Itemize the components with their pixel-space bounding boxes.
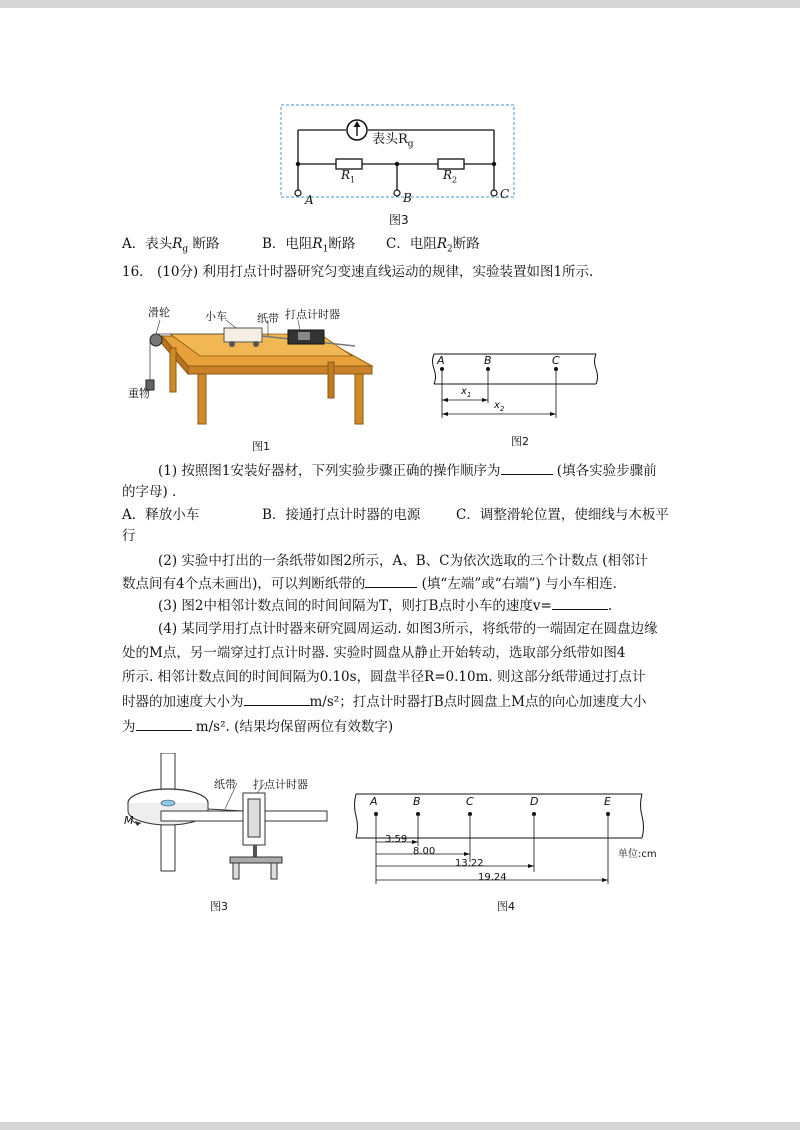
fig4-point-a: A (370, 795, 378, 808)
fig4-distance-ab: 3.59 (385, 834, 408, 845)
r2-label: $R_2$ (443, 168, 458, 185)
fig3-caption: 图3 (210, 900, 228, 913)
terminal-b-label: B (403, 191, 412, 205)
q16-option-c: C．调整滑轮位置，使细线与木板平 (456, 507, 669, 523)
q15-option-a: A．表头$R_g$ 断路 (122, 236, 220, 255)
fig4-distance-ac: 8.00 (413, 846, 436, 857)
fig2-point-a: A (437, 354, 445, 367)
fig4-point-c: C (466, 795, 474, 808)
fig2-x2: $x_2$ (494, 400, 505, 413)
q16-part1-line2: 的字母) . (122, 484, 177, 500)
fig4-distance-ae: 19.24 (478, 872, 507, 883)
fig3-tape-label: 纸带 (214, 778, 236, 791)
terminal-c (491, 190, 497, 196)
fig1-caption: 图1 (252, 440, 270, 453)
terminal-b (394, 190, 400, 196)
q16-part1-line1: (1) 按照图1安装好器材，下列实验步骤正确的操作顺序为 (填各实验步骤前 (158, 460, 657, 481)
q16-part3: (3) 图2中相邻计数点间的时间间隔为T，则打B点时小车的速度v= . (158, 595, 612, 616)
fig2-point-c: C (552, 354, 560, 367)
q15-option-c: C．电阻$R_2$断路 (386, 236, 480, 255)
q16-part2-line1: (2) 实验中打出的一条纸带如图2所示，A、B、C为依次选取的三个计数点 (相邻计 (158, 553, 649, 569)
terminal-a-label: A (305, 193, 314, 207)
q16-stem: 16． (10分) 利用打点计时器研究匀变速直线运动的规律，实验装置如图1所示. (122, 264, 594, 280)
tape-figure-2 (430, 348, 600, 428)
fig3-timer-label: 打点计时器 (253, 778, 308, 791)
timer-label: 打点计时器 (285, 308, 340, 321)
terminal-a (295, 190, 301, 196)
r1-label: $R_1$ (341, 168, 356, 185)
exam-page (0, 8, 800, 1122)
q15-option-b: B．电阻$R_1$断路 (262, 236, 356, 255)
cart-label: 小车 (205, 310, 227, 323)
q16-part4-line4: 时器的加速度大小为 m/s²；打点计时器打B点时圆盘上M点的向心加速度大小 (122, 691, 646, 712)
fig4-unit: 单位:cm (618, 849, 657, 860)
apparatus-figure (140, 318, 380, 430)
fig3-m-label: M (124, 814, 134, 827)
q16-option-c-cont: 行 (122, 528, 136, 544)
fig2-point-b: B (484, 354, 492, 367)
weight-label: 重物 (128, 387, 150, 400)
circuit-caption: 图3 (389, 213, 409, 227)
fig4-caption: 图4 (497, 900, 515, 913)
fig2-x1: $x_1$ (461, 386, 472, 399)
fig4-point-d: D (530, 795, 539, 808)
tape-label: 纸带 (257, 312, 279, 325)
fig4-point-b: B (413, 795, 421, 808)
q16-part4-line1: (4) 某同学用打点计时器来研究圆周运动. 如图3所示，将纸带的一端固定在圆盘边缘 (158, 621, 658, 637)
disk-figure (125, 753, 335, 883)
q16-part2-line2: 数点间有4个点未画出)，可以判断纸带的 (填“左端”或“右端”) 与小车相连. (122, 573, 617, 594)
q16-option-b: B．接通打点计时器的电源 (262, 507, 421, 523)
q16-part4-line3: 所示. 相邻计数点间的时间间隔为0.10s，圆盘半径R=0.10m. 则这部分纸带通过打点计 (122, 669, 646, 685)
q16-part4-line5: 为 m/s². (结果均保留两位有效数字) (122, 716, 393, 737)
fig4-distance-ad: 13.22 (455, 858, 484, 869)
pulley-label: 滑轮 (148, 306, 170, 319)
q16-option-a: A．释放小车 (122, 507, 200, 523)
q16-part4-line2: 处的M点，另一端穿过打点计时器. 实验时圆盘从静止开始转动，选取部分纸带如图4 (122, 645, 626, 661)
fig2-caption: 图2 (511, 435, 529, 448)
terminal-c-label: C (500, 187, 510, 201)
fig4-point-e: E (604, 795, 611, 808)
meter-label: 表头$R_g$ (372, 132, 414, 150)
